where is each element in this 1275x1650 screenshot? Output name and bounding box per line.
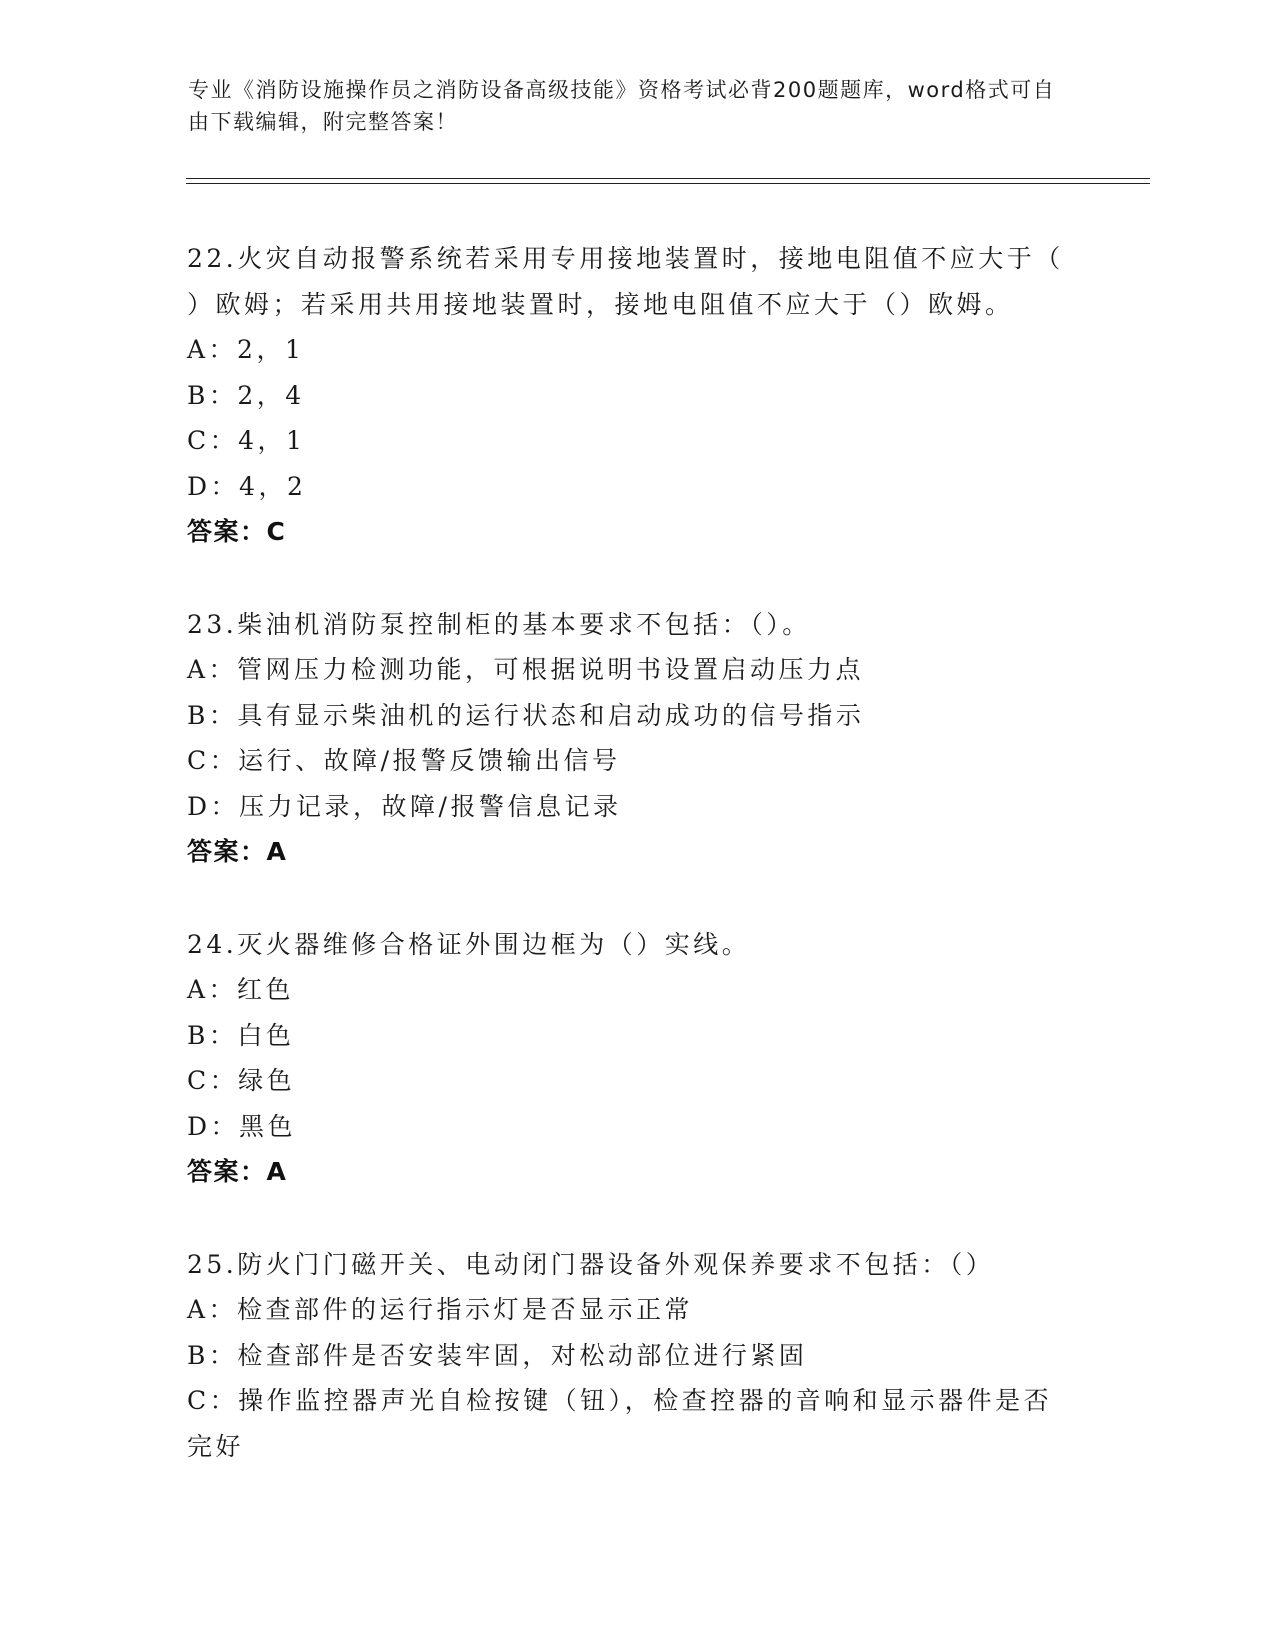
option-a: A：检查部件的运行指示灯是否显示正常 xyxy=(187,1295,694,1324)
option-b: B：检查部件是否安装牢固，对松动部位进行紧固 xyxy=(187,1340,808,1370)
document-header: 专业《消防设施操作员之消防设备高级技能》资格考试必背200题题库，word格式可自由下载编辑，附完整答案！ xyxy=(188,78,1056,134)
header-rule-top xyxy=(186,178,1150,179)
question-text: 25.防火门门磁开关、电动闭门器设备外观保养要求不包括：（） xyxy=(187,1249,995,1279)
option-a: A：2，1 xyxy=(187,335,305,364)
option-d: D：压力记录，故障/报警信息记录 xyxy=(187,791,622,821)
option-d: D：4，2 xyxy=(187,471,307,501)
question-text: 23.柴油机消防泵控制柜的基本要求不包括：（）。 xyxy=(187,609,811,639)
question-23 xyxy=(187,602,1087,875)
answer-line: 答案：A xyxy=(187,1157,288,1186)
option-c: C：运行、故障/报警反馈输出信号 xyxy=(187,746,621,775)
option-a: A：红色 xyxy=(187,975,295,1004)
question-22 xyxy=(187,236,1087,555)
option-c: C：绿色 xyxy=(187,1066,296,1095)
header-rule-bottom xyxy=(186,183,1150,184)
question-text: 24.灭火器维修合格证外围边框为（）实线。 xyxy=(187,929,751,959)
question-text-continued: ）欧姆；若采用共用接地装置时，接地电阻值不应大于（）欧姆。 xyxy=(187,289,1014,319)
answer-line: 答案：A xyxy=(187,837,288,866)
question-24 xyxy=(187,922,1087,1195)
question-25 xyxy=(187,1242,1087,1470)
question-text: 22.火灾自动报警系统若采用专用接地装置时，接地电阻值不应大于（ xyxy=(187,244,1064,273)
option-c: C：4，1 xyxy=(187,426,306,455)
option-d: D：黑色 xyxy=(187,1111,297,1141)
option-b: B：2，4 xyxy=(187,380,305,410)
option-b: B：具有显示柴油机的运行状态和启动成功的信号指示 xyxy=(187,700,865,730)
option-b: B：白色 xyxy=(187,1020,295,1050)
option-c-continued: 完好 xyxy=(187,1431,245,1461)
question-list xyxy=(187,236,1087,1516)
option-c: C：操作监控器声光自检按键（钮），检查控器的音响和显示器件是否 xyxy=(187,1386,1053,1415)
answer-line: 答案：C xyxy=(187,517,287,546)
option-a: A：管网压力检测功能，可根据说明书设置启动压力点 xyxy=(187,655,865,684)
